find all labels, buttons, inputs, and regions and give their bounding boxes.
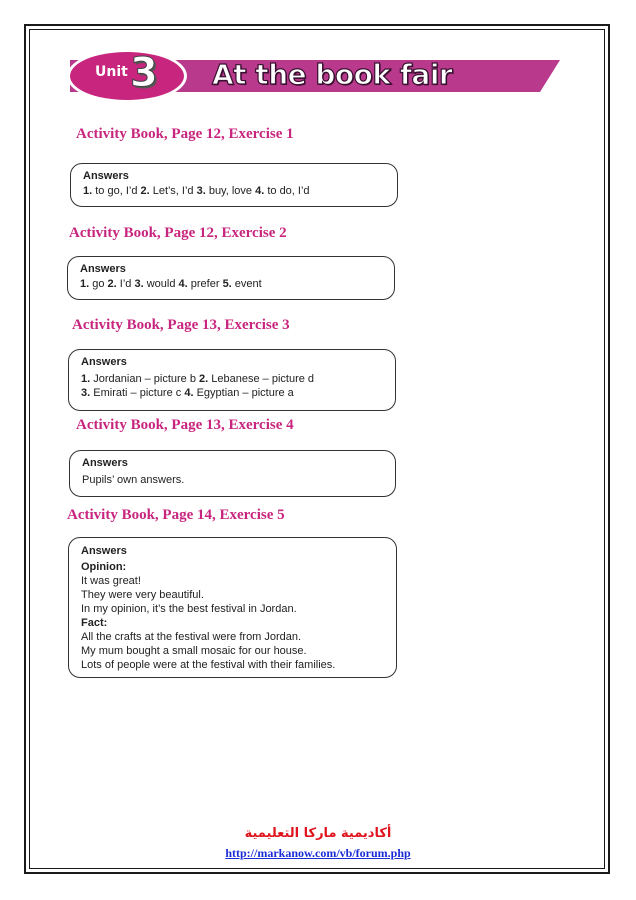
section-heading-5: Activity Book, Page 14, Exercise 5 [67, 507, 285, 523]
fact-label: Fact: [81, 617, 108, 629]
unit-label: Unit [95, 64, 128, 80]
fact-line: Lots of people were at the festival with their families. [81, 659, 336, 671]
answer-box-3 [68, 349, 396, 411]
opinion-line: It was great! [81, 575, 141, 587]
footer-arabic-text: أكاديمية ماركا التعليمية [244, 826, 392, 841]
section-heading-2: Activity Book, Page 12, Exercise 2 [69, 225, 287, 241]
answer-line: 1. to go, I’d 2. Let’s, I’d 3. buy, love 4. to do, I’d [83, 185, 310, 197]
answers-label: Answers [81, 545, 127, 557]
answer-box-2 [67, 256, 395, 300]
opinion-line: They were very beautiful. [81, 589, 204, 601]
opinion-line: In my opinion, it’s the best festival in Jordan. [81, 603, 297, 615]
fact-line: All the crafts at the festival were from Jordan. [81, 631, 302, 643]
answer-box-5 [68, 537, 397, 678]
footer-link[interactable]: http://markanow.com/vb/forum.php [225, 846, 411, 860]
section-heading-1: Activity Book, Page 12, Exercise 1 [76, 126, 294, 142]
answers-label: Answers [83, 170, 129, 182]
page-title: At the book fair [212, 58, 453, 91]
unit-banner [0, 0, 636, 110]
fact-line: My mum bought a small mosaic for our house. [81, 645, 307, 657]
answers-label: Answers [82, 457, 128, 469]
answers-label: Answers [80, 263, 126, 275]
unit-number: 3 [130, 50, 158, 96]
answer-line: 3. Emirati – picture c 4. Egyptian – picture a [81, 387, 294, 399]
opinion-label: Opinion: [81, 561, 127, 573]
answer-box-1 [70, 163, 398, 207]
answer-line: 1. go 2. I’d 3. would 4. prefer 5. event [80, 278, 262, 290]
answers-label: Answers [81, 356, 127, 368]
section-heading-3: Activity Book, Page 13, Exercise 3 [72, 317, 290, 333]
page-border-inner [29, 29, 605, 869]
answer-box-4 [69, 450, 396, 497]
answer-text: Pupils’ own answers. [82, 474, 185, 486]
section-heading-4: Activity Book, Page 13, Exercise 4 [76, 417, 294, 433]
answer-line: 1. Jordanian – picture b 2. Lebanese – picture d [81, 373, 315, 385]
